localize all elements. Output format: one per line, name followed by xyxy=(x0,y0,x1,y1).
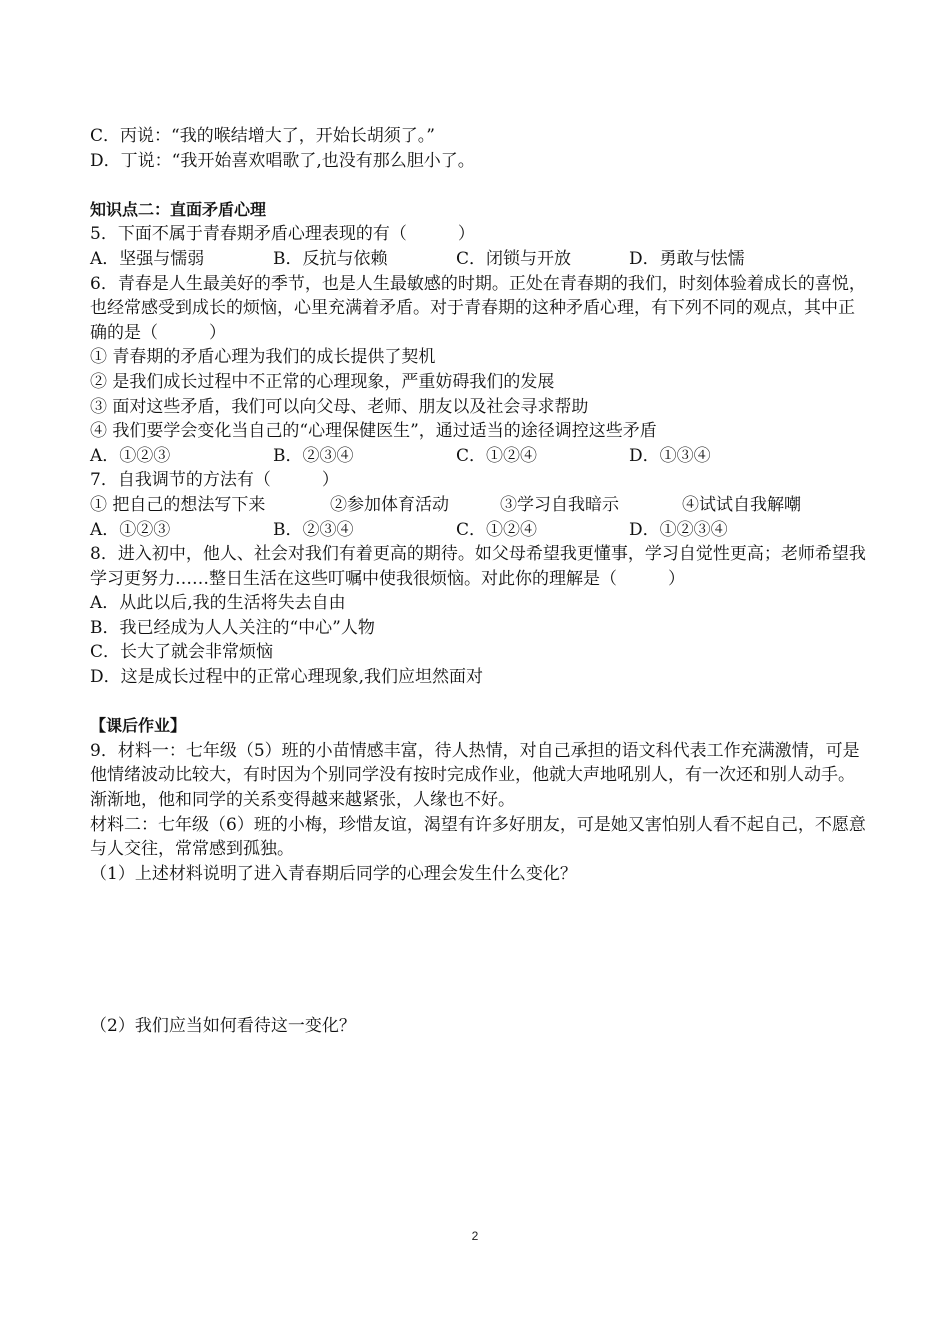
question-6-option-a: A．①②③ xyxy=(90,445,171,466)
question-5-options xyxy=(90,247,870,272)
question-9-sub-2: （2）我们应当如何看待这一变化？ xyxy=(90,1016,356,1037)
question-5-option-a: A．坚强与懦弱 xyxy=(90,248,205,269)
section-title-knowledge-point-2: 知识点二：直面矛盾心理 xyxy=(90,199,267,219)
question-9-material-2: 材料二：七年级（6）班的小梅，珍惜友谊，渴望有许多好朋友，可是她又害怕别人看不起自己，不愿意与人交往，常常感到孤独。 xyxy=(90,814,866,860)
question-8-option-d: D．这是成长过程中的正常心理现象,我们应坦然面对 xyxy=(90,667,484,688)
question-7-item-2: ②参加体育活动 xyxy=(330,494,449,515)
spacer xyxy=(90,173,870,198)
question-7-item-4: ④试试自我解嘲 xyxy=(682,494,801,515)
option-c-line: C．丙说：“我的喉结增大了，开始长胡须了。” xyxy=(90,126,435,146)
question-6-option-d: D．①③④ xyxy=(629,445,711,466)
question-6-item-1: ① 青春期的矛盾心理为我们的成长提供了契机 xyxy=(90,347,436,368)
answer-space-1 xyxy=(90,886,870,1014)
question-7-option-a: A．①②③ xyxy=(90,519,171,540)
question-6-item-2: ② 是我们成长过程中不正常的心理现象，严重妨碍我们的发展 xyxy=(90,371,555,392)
question-9-sub-1: （1）上述材料说明了进入青春期后同学的心理会发生什么变化？ xyxy=(90,863,577,884)
question-6-item-4: ④ 我们要学会变化当自己的“心理保健医生”，通过适当的途径调控这些矛盾 xyxy=(90,421,657,442)
question-7-item-1: ① 把自己的想法写下来 xyxy=(90,494,266,515)
question-6-item-3: ③ 面对这些矛盾，我们可以向父母、老师、朋友以及社会寻求帮助 xyxy=(90,396,589,417)
question-5-option-b: B．反抗与依赖 xyxy=(273,248,388,269)
question-7-option-b: B．②③④ xyxy=(273,519,354,540)
question-7-options xyxy=(90,518,870,543)
question-7-item-3: ③学习自我暗示 xyxy=(500,494,619,515)
question-8-option-c: C．长大了就会非常烦恼 xyxy=(90,642,274,663)
question-8-option-b: B．我已经成为人人关注的“中心”人物 xyxy=(90,617,375,638)
question-6-option-c: C．①②④ xyxy=(456,445,538,466)
homework-title: 【课后作业】 xyxy=(90,716,187,736)
question-7-items xyxy=(90,493,870,518)
question-6-options xyxy=(90,444,870,469)
question-8-stem: 8．进入初中，他人、社会对我们有着更高的期待。如父母希望我更懂事，学习自觉性更高；老师希望我学习更努力……整日生活在这些叮嘱中使我很烦恼。对此你的理解是（ ） xyxy=(90,544,866,589)
question-5-option-c: C．闭锁与开放 xyxy=(456,248,572,269)
page-number: 2 xyxy=(471,1229,479,1243)
question-6-option-b: B．②③④ xyxy=(273,445,354,466)
question-5-stem: 5．下面不属于青春期矛盾心理表现的有（ ） xyxy=(90,224,475,245)
question-7-stem: 7．自我调节的方法有（ ） xyxy=(90,470,339,491)
question-8-option-a: A．从此以后,我的生活将失去自由 xyxy=(90,593,346,614)
question-9-material-1: 9．材料一：七年级（5）班的小苗情感丰富，待人热情，对自己承担的语文科代表工作充满激情，可是他情绪波动比较大，有时因为个别同学没有按时完成作业，他就大声地吼别人，有一次还和别人动手。渐渐地，他和同学的关系变得越来越紧张，人缘也不好。 xyxy=(90,740,860,811)
question-7-option-d: D．①②③④ xyxy=(629,519,728,540)
document-body xyxy=(90,124,870,1039)
option-d-line: D．丁说：“我开始喜欢唱歌了,也没有那么胆小了。 xyxy=(90,150,475,171)
question-5-option-d: D．勇敢与怯懦 xyxy=(629,248,745,269)
spacer xyxy=(90,690,870,715)
question-6-stem: 6．青春是人生最美好的季节，也是人生最敏感的时期。正处在青春期的我们，时刻体验着成长的喜悦，也经常感受到成长的烦恼，心里充满着矛盾。对于青春期的这种矛盾心理，有下列不同的观点，其中正确的是（ ） xyxy=(90,273,866,343)
question-7-option-c: C．①②④ xyxy=(456,519,538,540)
